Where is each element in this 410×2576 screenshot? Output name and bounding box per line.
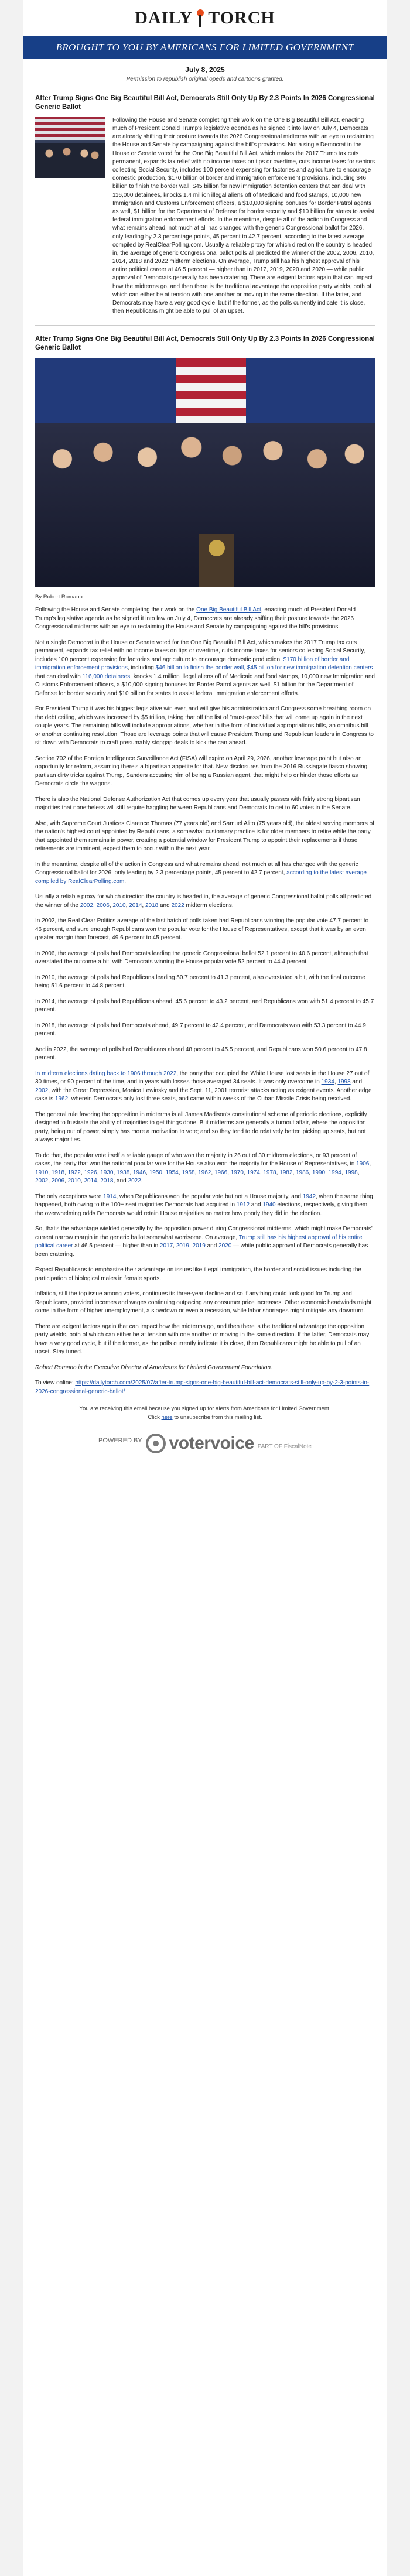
byline: By Robert Romano [35, 594, 83, 601]
author-signature: Robert Romano is the Executive Director of Americans for Limited Government Foundation. [35, 1364, 272, 1371]
summary-text: Following the House and Senate completing their work on the One Big Beautiful Bill Act, enacting much of President Donald Trump's legislative agenda as he signed it into law on July 4, Democrats are already shifting their posture towards the 2026 Congressional midterms with an eye to reclaiming the House and Senate by campaigning against the bill's provisions. Not a single Democrat in the House or Senate voted for the One Big Beautiful Bill Act, which makes the 2017 Trump tax cuts permanent, expands tax relief with no income taxes on tips or overtime, cuts income taxes for seniors collecting Social Security, includes 100 percent expensing for factories and agriculture to encourage domestic production, $170 billion of border and immigration enforcement provisions, including $46 billion to finish the border wall, $45 billion for new immigration detention centers that can deal with 116,000 detainees, knocks 1.4 million illegal aliens off of Medicaid and food stamps, 10,000 new Immigration and Customs Enforcement officers, a $10,000 signing bonuses for Border Patrol agents as well, $1 billion for the Department of Defense for border security and $10 billion for states to assist federal immigration enforcement efforts. In the meantime, despite all of the action in Congress and what remains ahead, not much at all has changed with the generic Congressional ballot for 2026, only leading by 2.3 percentage points, 45 percent to 42.7 percent, according to the latest average compiled by RealClearPolling.com. Usually a reliable proxy for which direction the country is headed in, the average of generic Congressional ballot polls all predicted the winner of the 2002, 2006, 2010, 2014, 2018 and 2022 midterm elections. On average, Trump still has his highest approval of his entire political career at 46.5 percent — higher than in 2017, 2019, 2020 and 2020 — while public approval of Democrats generally has been cratering. There are exigent factors again that can impact how the midterms go, and then there is the traditional advantage the opposition party wields, both of which can either be at tension with one another or moving in the same direction. If the latter, and Democrats may have a very good cycle, but if the former, as the polls currently indicate it is close, then Republicans might be able to pull of an upset. [112, 117, 375, 315]
year-link[interactable]: 1906 [356, 1161, 370, 1168]
year-link[interactable]: 1946 [132, 1169, 146, 1176]
link[interactable]: One Big Beautiful Bill Act [196, 607, 261, 614]
year-link[interactable]: 1974 [247, 1169, 260, 1176]
year-link[interactable]: 1950 [149, 1169, 162, 1176]
year-link[interactable]: 1962 [198, 1169, 211, 1176]
year-link[interactable]: 1958 [182, 1169, 195, 1176]
year-link[interactable]: 2010 [112, 902, 126, 909]
issue-date: July 8, 2025 [185, 66, 225, 74]
year-link[interactable]: 1998 [337, 1079, 351, 1086]
link[interactable]: $46 billion to finish the border wall, $45 billion for new immigration detention centers [155, 665, 373, 672]
email-container [23, 0, 387, 2576]
footer-unsubscribe: Click here to unsubscribe from this mailing list. [148, 1414, 262, 1421]
year-link[interactable]: 1986 [296, 1169, 309, 1176]
brand-left: DAILY [135, 8, 193, 28]
votervoice-wordmark: votervoice [169, 1434, 254, 1453]
article-hero-image [35, 358, 375, 587]
year-link[interactable]: 2019 [192, 1243, 206, 1250]
article-body [35, 606, 375, 1396]
year-link[interactable]: 1926 [84, 1169, 97, 1176]
paragraph: Following the House and Senate completing their work on the One Big Beautiful Bill Act, enacting much of President Donald Trump's legislative agenda as he signed it into law on July 4, Democrats are already shifting their posture towards the 2026 Congressional midterms with an eye to reclaiming the House and Senate by campaigning against the bill's provisions. [35, 607, 356, 631]
link[interactable]: $170 billion of border and immigration enforcement provisions [35, 656, 350, 672]
paragraph: The general rule favoring the opposition in midterms is all James Madison's constitutional scheme of periodic elections, explicitly designed to frustrate the ability of majorities to get things done. But midterms are generally a turnout affair, where the opposition party, being out of power, simply has more a motivation to vote; and so they tend to do relatively better, picking up seats, but not always majorities. [35, 1111, 367, 1144]
year-link[interactable]: 2018 [100, 1178, 114, 1185]
link[interactable]: 2022 [128, 1178, 141, 1185]
votervoice-logo-icon [146, 1434, 166, 1453]
link[interactable]: 116,000 detainees [82, 673, 131, 680]
paragraph: Also, with Supreme Court Justices Clarence Thomas (77 years old) and Samuel Alito (75 years old), the oldest serving members of the nation's highest court appointed by Republicans, a somewhat customary practice is for older members to retire while the party that appointed them remains in power, creating a potential window for President Trump to appoint their replacements if those retirements are imminent, expect them to occur within the next year. [35, 820, 374, 853]
permission-note: Permission to republish original opeds and cartoons granted. [126, 76, 284, 83]
paragraph: Not a single Democrat in the House or Senate voted for the One Big Beautiful Bill Act, which makes the 2017 Trump tax cuts permanent, expands tax relief with no income taxes on tips or overtime, cuts income taxes for seniors collecting Social Security, includes 100 percent expensing for factories and agriculture to encourage domestic production, $170 billion of border and immigration enforcement provisions, including $46 billion to finish the border wall, $45 billion for new immigration detention centers that can deal with 116,000 detainees, knocks 1.4 million illegal aliens off of Medicaid and food stamps, 10,000 new Immigration and Customs Enforcement officers, a $10,000 signing bonuses for Border Patrol agents as well, $1 billion for the Department of Defense for border security and $10 billion for states to assist federal immigration enforcement efforts. [35, 639, 375, 697]
link[interactable]: 1940 [262, 1202, 276, 1209]
year-link[interactable]: 2006 [96, 902, 110, 909]
paragraph: There are exigent factors again that can impact how the midterms go, and then there is the traditional advantage the opposition party wields, both of which can either be at tension with one another or moving in the same direction. If the latter, Democrats may have a very good cycle, but if the former, as the polls currently indicate it is close, then Republicans might be able to pull of an upset. Stay tuned. [35, 1323, 370, 1356]
year-link[interactable]: 2022 [171, 902, 184, 909]
link[interactable]: In midterm elections dating back to 1906 through 2022 [35, 1070, 177, 1077]
year-link[interactable]: 1910 [35, 1169, 49, 1176]
year-link[interactable]: 1934 [321, 1079, 334, 1086]
year-link[interactable]: 1982 [279, 1169, 293, 1176]
year-link[interactable]: 2002 [80, 902, 93, 909]
link[interactable]: according to the latest average compiled by RealClearPolling.com [35, 870, 367, 885]
year-link[interactable]: 1998 [344, 1169, 358, 1176]
logo[interactable] [135, 8, 275, 28]
powered-by-badge[interactable] [23, 1434, 387, 1453]
link[interactable]: 1942 [302, 1193, 316, 1200]
year-link[interactable]: 2017 [159, 1243, 173, 1250]
link[interactable]: 1912 [236, 1202, 250, 1209]
paragraph: In 2014, the average of polls had Republicans ahead, 45.6 percent to 43.2 percent, and Republicans won with 51.4 percent to 45.7 percent. [35, 998, 374, 1014]
paragraph: In the meantime, despite all of the action in Congress and what remains ahead, not much at all has changed with the generic Congressional ballot for 2026, only leading by 2.3 percentage points, 45 percent to 42.7 percent, according to the latest average compiled by RealClearPolling.com. [35, 861, 367, 885]
brand-right: TORCH [208, 8, 275, 28]
year-link[interactable]: 1918 [51, 1169, 65, 1176]
link[interactable]: 1914 [103, 1193, 117, 1200]
year-link[interactable]: 2019 [176, 1243, 189, 1250]
year-link[interactable]: 1966 [214, 1169, 228, 1176]
paragraph: The only exceptions were 1914, when Republicans won the popular vote but not a House majority, and 1942, when the same thing happened, both owing to the 100+ seat majorities Democrats had acquired in 1912 and 1940 elections, respectively, giving them the overwhelming odds Democrats would retain House majorities no matter how poorly they did in the election. [35, 1193, 373, 1217]
footer-receiving: You are receiving this email because you signed up for alerts from Americans for Limited Government. [79, 1405, 331, 1412]
paragraph: In 2002, the Real Clear Politics average of the last batch of polls taken had Republicans winning the popular vote 47.7 percent to 46 percent, and sure enough Republicans won the popular vote for the House of Representatives, except that it was by an even greater margin than forecast, 49.6 percent to 45 percent. [35, 918, 369, 942]
paragraph: To do that, the popular vote itself a reliable gauge of who won the majority in 26 out of 30 midterm elections, or 93 percent of cases, the party that won the national popular vote for the House also won the majority for the House of Representatives, in 1906, 1910, 1918, 1922, 1926, 1930, 1938, 1946, 1950, 1954, 1958, 1962, 1966, 1970, 1974, 1978, 1982, 1986, 1990, 1994, 1998, 2002, 2006, 2010, 2014, 2018, and 2022. [35, 1152, 371, 1185]
year-link[interactable]: 2002 [35, 1087, 49, 1094]
year-link[interactable]: 2018 [145, 902, 159, 909]
paragraph: In 2010, the average of polls had Republicans leading 50.7 percent to 41.3 percent, also overstated a bit, with the final outcome being 51.6 percent to 44.8 percent. [35, 974, 365, 990]
torch-icon [195, 9, 206, 27]
paragraph: In 2006, the average of polls had Democrats leading the generic Congressional ballot 52.1 percent to 40.6 percent, although that overstated the outcome a bit, with Democrats winning the House popular vote 52 percent to 44.4 percent. [35, 950, 368, 966]
summary-block [35, 117, 375, 316]
masthead [23, 0, 387, 36]
year-link[interactable]: 1954 [165, 1169, 179, 1176]
year-link[interactable]: 2006 [51, 1178, 65, 1185]
year-link[interactable]: 2010 [67, 1178, 81, 1185]
paragraph: And in 2022, the average of polls had Republicans ahead 48 percent to 45.5 percent, and Republicans won 50.6 percent to 47.8 percent. [35, 1046, 367, 1062]
year-link[interactable]: 1990 [312, 1169, 326, 1176]
paragraph: Usually a reliable proxy for which direction the country is headed in, the average of generic Congressional ballot polls all predicted the winner of the 2002, 2006, 2010, 2014, 2018 and 2022 midterm elections. [35, 894, 372, 909]
paragraph: Inflation, still the top issue among voters, continues its three-year decline and so if anything could look good for Trump and Republicans, provided incomes and wages continuing outpacing any consumer price increases. Other economic headwinds might come in the form of higher unemployment, a slowdown or even a recession, while labor shortages might mitigate any downturn. [35, 1291, 372, 1315]
year-link[interactable]: 1994 [328, 1169, 341, 1176]
year-link[interactable]: 1930 [100, 1169, 114, 1176]
summary-title[interactable]: After Trump Signs One Big Beautiful Bill Act, Democrats Still Only Up By 2.3 Points In 2026 Congressional Generic Ballot [35, 95, 375, 111]
article-title: After Trump Signs One Big Beautiful Bill Act, Democrats Still Only Up By 2.3 Points In 2026 Congressional Generic Ballot [35, 336, 375, 352]
link[interactable]: 1962 [54, 1096, 69, 1103]
paragraph: In midterm elections dating back to 1906 through 2022, the party that occupied the White House lost seats in the House 27 out of 30 times, or 90 percent of the time, and in years with losses those averaged 34 seats. It was only overcome in 1934, 1998 and 2002, with the Great Depression, Monica Lewinsky and the Sept. 11, 2001 terrorist attacks acting as exigent events. Another edge case is 1962, wherein Democrats only lost three seats, and came within weeks of the Cuban Missile Crisis being resolved. [35, 1070, 372, 1103]
year-link[interactable]: 1938 [117, 1169, 130, 1176]
paragraph: Expect Republicans to emphasize their advantage on issues like illegal immigration, the border and social issues including the participation of biological males in female sports. [35, 1267, 361, 1282]
paragraph: In 2018, the average of polls had Democrats ahead, 49.7 percent to 42.4 percent, and Democrats won with 53.3 percent to 44.9 percent. [35, 1022, 366, 1038]
year-link[interactable]: 1922 [67, 1169, 81, 1176]
paragraph: Section 702 of the Foreign Intelligence Surveillance Act (FISA) will expire on April 29, 2026, another leverage point but also an opportunity for reform, assuming there's a bipartisan appetite for that. New disclosures from the 2016 Russiagate fiasco showing partisan dirty tricks against Trump, Sanders accusing him of being a Russian agent, that might help or hinder those efforts as Democrats circle the wagons. [35, 755, 368, 788]
unsubscribe-link[interactable]: here [161, 1414, 173, 1421]
powered-by-label: POWERED BY [98, 1437, 142, 1445]
year-link[interactable]: 2014 [129, 902, 142, 909]
view-online-link[interactable]: https://dailytorch.com/2025/07/after-trump-signs-one-big-beautiful-bill-act-democrats-still-only-up-by-2-3-points-in-2026-congressional-generic-ballot/ [35, 1380, 370, 1395]
fiscalnote-label: PART OF FiscalNote [257, 1443, 312, 1451]
divider [35, 325, 375, 326]
year-link[interactable]: 2002 [35, 1178, 49, 1185]
year-link[interactable]: 2020 [218, 1243, 232, 1250]
summary-thumbnail[interactable] [35, 117, 105, 178]
tagline-banner: BROUGHT TO YOU BY AMERICANS FOR LIMITED GOVERNMENT [23, 36, 387, 59]
year-link[interactable]: 2014 [84, 1178, 97, 1185]
link[interactable]: Trump still has his highest approval of his entire political career [35, 1234, 363, 1250]
year-link[interactable]: 1970 [230, 1169, 244, 1176]
paragraph: So, that's the advantage wielded generally by the opposition power during Congressional midterms, which might make Democrats' current narrow margin in the generic ballot somewhat worrisome. On average, Trump still has his highest approval of his entire political career at 46.5 percent — higher than in 2017, 2019, 2019 and 2020 — while public approval of Democrats generally has been cratering. [35, 1226, 373, 1258]
paragraph: There is also the National Defense Authorization Act that comes up every year that usually passes with fairly strong bipartisan majorities that nonetheless will still require haggling between Republicans and Democrats to get to 60 votes in the Senate. [35, 796, 360, 812]
paragraph: For President Trump it was his biggest legislative win ever, and will give his administration and Congress some breathing room on the debt ceiling, which was increased by $5 trillion, taking that off the list of "must-pass" bills that will come up again in the next couple years. The remaining bills will include appropriations, whether in the form of individual appropriations bills, an omnibus bill or another continuing resolution. Those are leverage points that will cause President Trump and Republican leaders in Congress to sit down with Democrats to craft presumably stopgap deals to kick the can ahead. [35, 706, 374, 747]
year-link[interactable]: 1978 [263, 1169, 276, 1176]
view-online: To view online: https://dailytorch.com/2025/07/after-trump-signs-one-big-beautiful-bill-act-democrats-still-only-up-by-2-3-points-in-2026-congressional-generic-ballot/ [35, 1380, 370, 1395]
